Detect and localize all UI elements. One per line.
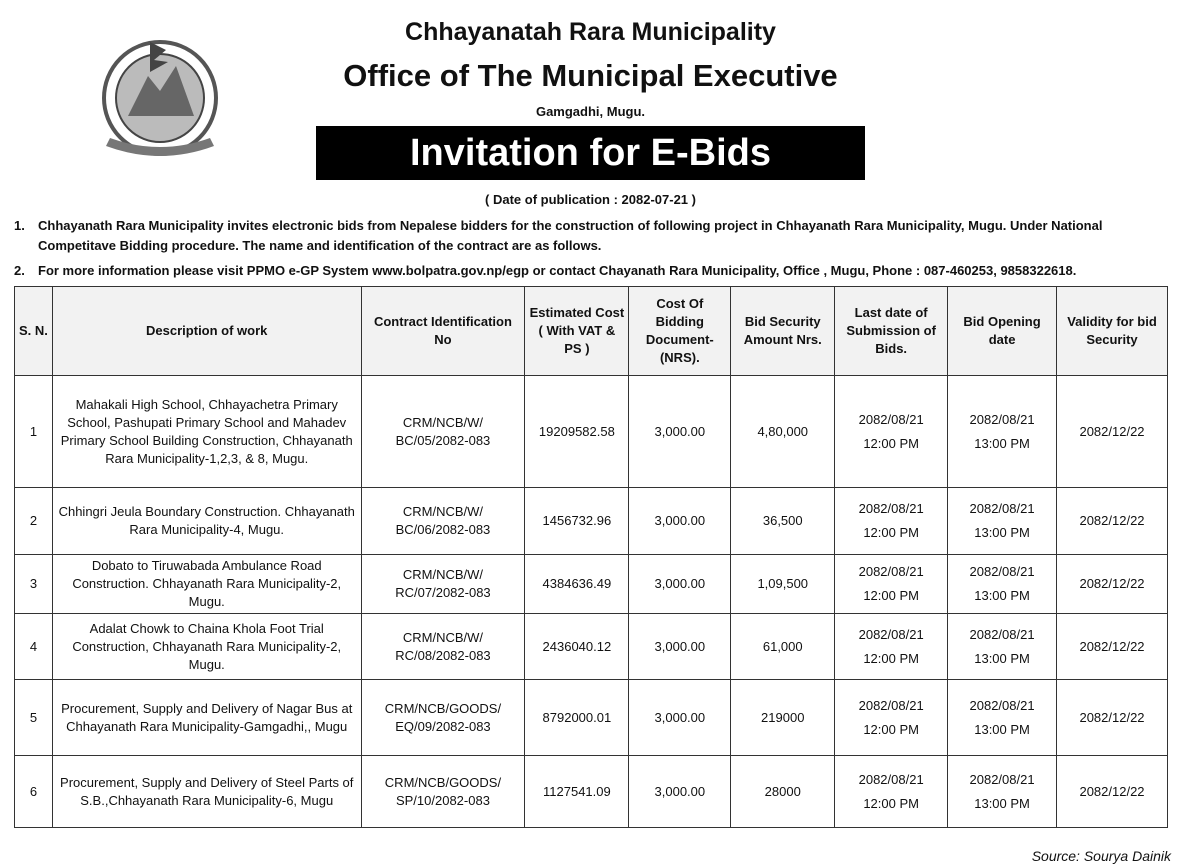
document-cost: 3,000.00 (629, 488, 731, 555)
publication-date: ( Date of publication : 2082-07-21 ) (485, 192, 696, 207)
bid-security: 28000 (731, 756, 835, 828)
column-header: Contract Identification No (361, 287, 525, 376)
bid-security: 36,500 (731, 488, 835, 555)
serial-number: 5 (15, 680, 53, 756)
paragraph-1 (14, 216, 1174, 256)
date: 2082/08/21 (969, 697, 1035, 713)
estimated-cost: 4384636.49 (525, 555, 629, 614)
column-header: Bid Security Amount Nrs. (731, 287, 835, 376)
table-row (15, 756, 1168, 828)
date: 2082/08/21 (858, 411, 924, 427)
contract-id: CRM/NCB/GOODS/ EQ/09/2082-083 (361, 680, 525, 756)
work-description: Chhingri Jeula Boundary Construction. Chhayanath Rara Municipality-4, Mugu. (52, 488, 361, 555)
time: 13:00 PM (974, 588, 1030, 603)
estimated-cost: 8792000.01 (525, 680, 629, 756)
time: 12:00 PM (863, 650, 919, 666)
date: 2082/08/21 (858, 501, 924, 516)
time: 13:00 PM (974, 435, 1030, 451)
paragraph-number: 2. (14, 263, 25, 278)
submission-deadline (835, 756, 948, 828)
time: 12:00 PM (863, 721, 919, 737)
serial-number: 3 (15, 555, 53, 614)
time: 12:00 PM (863, 525, 919, 540)
security-validity: 2082/12/22 (1057, 614, 1168, 680)
work-description: Dobato to Tiruwabada Ambulance Road Construction. Chhayanath Rara Municipality-2, Mugu. (52, 555, 361, 614)
bid-opening (948, 680, 1057, 756)
submission-deadline (835, 488, 948, 555)
time: 13:00 PM (974, 650, 1030, 666)
office-location: Gamgadhi, Mugu. (535, 104, 646, 119)
table-row (15, 680, 1168, 756)
time: 12:00 PM (863, 795, 919, 811)
security-validity: 2082/12/22 (1057, 756, 1168, 828)
paragraph-number: 1. (14, 218, 25, 233)
document-cost: 3,000.00 (629, 555, 731, 614)
serial-number: 2 (15, 488, 53, 555)
document-cost: 3,000.00 (629, 680, 731, 756)
column-header: Bid Opening date (948, 287, 1057, 376)
security-validity: 2082/12/22 (1057, 555, 1168, 614)
estimated-cost: 2436040.12 (525, 614, 629, 680)
notice-banner: Invitation for E-Bids (316, 126, 865, 180)
contract-id: CRM/NCB/W/ BC/05/2082-083 (361, 376, 525, 488)
document-cost: 3,000.00 (629, 614, 731, 680)
column-header: Validity for bid Security (1057, 287, 1168, 376)
estimated-cost: 1127541.09 (525, 756, 629, 828)
column-header: Cost Of Bidding Document-(NRS). (629, 287, 731, 376)
contract-id: CRM/NCB/GOODS/ SP/10/2082-083 (361, 756, 525, 828)
municipality-name: Chhayanatah Rara Municipality (405, 18, 776, 46)
date: 2082/08/21 (858, 771, 924, 787)
work-description: Procurement, Supply and Delivery of Nagar Bus at Chhayanath Rara Municipality-Gamgadhi,, Mugu (52, 680, 361, 756)
office-name: Office of The Municipal Executive (343, 58, 838, 93)
submission-deadline (835, 614, 948, 680)
serial-number: 6 (15, 756, 53, 828)
submission-deadline (835, 555, 948, 614)
paragraph-text: For more information please visit PPMO e-GP System www.bolpatra.gov.np/egp or contact Chayanath Rara Municipality, Office , Mugu, Phone : 087-460253, 9858322618. (38, 263, 1077, 278)
contract-id: CRM/NCB/W/ RC/08/2082-083 (361, 614, 525, 680)
date: 2082/08/21 (969, 771, 1035, 787)
table-row (15, 614, 1168, 680)
bid-security: 61,000 (731, 614, 835, 680)
table-row (15, 488, 1168, 555)
document-cost: 3,000.00 (629, 756, 731, 828)
municipality-emblem (88, 36, 232, 166)
table-row (15, 555, 1168, 614)
submission-deadline (835, 680, 948, 756)
bid-opening (948, 488, 1057, 555)
bid-opening (948, 376, 1057, 488)
bid-opening (948, 555, 1057, 614)
time: 12:00 PM (863, 588, 919, 603)
bid-security: 4,80,000 (731, 376, 835, 488)
column-header: Description of work (52, 287, 361, 376)
security-validity: 2082/12/22 (1057, 488, 1168, 555)
column-header: S. N. (15, 287, 53, 376)
time: 13:00 PM (974, 525, 1030, 540)
work-description: Mahakali High School, Chhayachetra Primary School, Pashupati Primary School and Mahadev Primary School Building Construction, Chhayanath Rara Municipality-1,2,3, & 8, Mugu. (52, 376, 361, 488)
bid-security: 219000 (731, 680, 835, 756)
date: 2082/08/21 (969, 501, 1035, 516)
work-description: Adalat Chowk to Chaina Khola Foot Trial Construction, Chhayanath Rara Municipality-2, Mugu. (52, 614, 361, 680)
paragraph-text: Chhayanath Rara Municipality invites electronic bids from Nepalese bidders for the construction of following project in Chhayanath Rara Municipality, Mugu. Under National Competitave Bidding procedure. The name and identification of the contract are as follows. (38, 218, 1103, 253)
date: 2082/08/21 (858, 697, 924, 713)
date: 2082/08/21 (969, 411, 1035, 427)
security-validity: 2082/12/22 (1057, 376, 1168, 488)
time: 12:00 PM (863, 435, 919, 451)
bid-opening (948, 614, 1057, 680)
time: 13:00 PM (974, 795, 1030, 811)
bid-opening (948, 756, 1057, 828)
bids-table (14, 286, 1168, 828)
column-header: Estimated Cost ( With VAT & PS ) (525, 287, 629, 376)
time: 13:00 PM (974, 721, 1030, 737)
date: 2082/08/21 (969, 626, 1035, 642)
security-validity: 2082/12/22 (1057, 680, 1168, 756)
submission-deadline (835, 376, 948, 488)
serial-number: 1 (15, 376, 53, 488)
table-row (15, 376, 1168, 488)
serial-number: 4 (15, 614, 53, 680)
estimated-cost: 1456732.96 (525, 488, 629, 555)
column-header: Last date of Submission of Bids. (835, 287, 948, 376)
date: 2082/08/21 (858, 626, 924, 642)
date: 2082/08/21 (858, 564, 924, 579)
contract-id: CRM/NCB/W/ RC/07/2082-083 (361, 555, 525, 614)
source-credit: Source: Sourya Dainik (1031, 848, 1171, 864)
work-description: Procurement, Supply and Delivery of Steel Parts of S.B.,Chhayanath Rara Municipality-6, Mugu (52, 756, 361, 828)
paragraph-2 (14, 261, 1174, 281)
estimated-cost: 19209582.58 (525, 376, 629, 488)
bid-security: 1,09,500 (731, 555, 835, 614)
document-cost: 3,000.00 (629, 376, 731, 488)
date: 2082/08/21 (969, 564, 1035, 579)
contract-id: CRM/NCB/W/ BC/06/2082-083 (361, 488, 525, 555)
